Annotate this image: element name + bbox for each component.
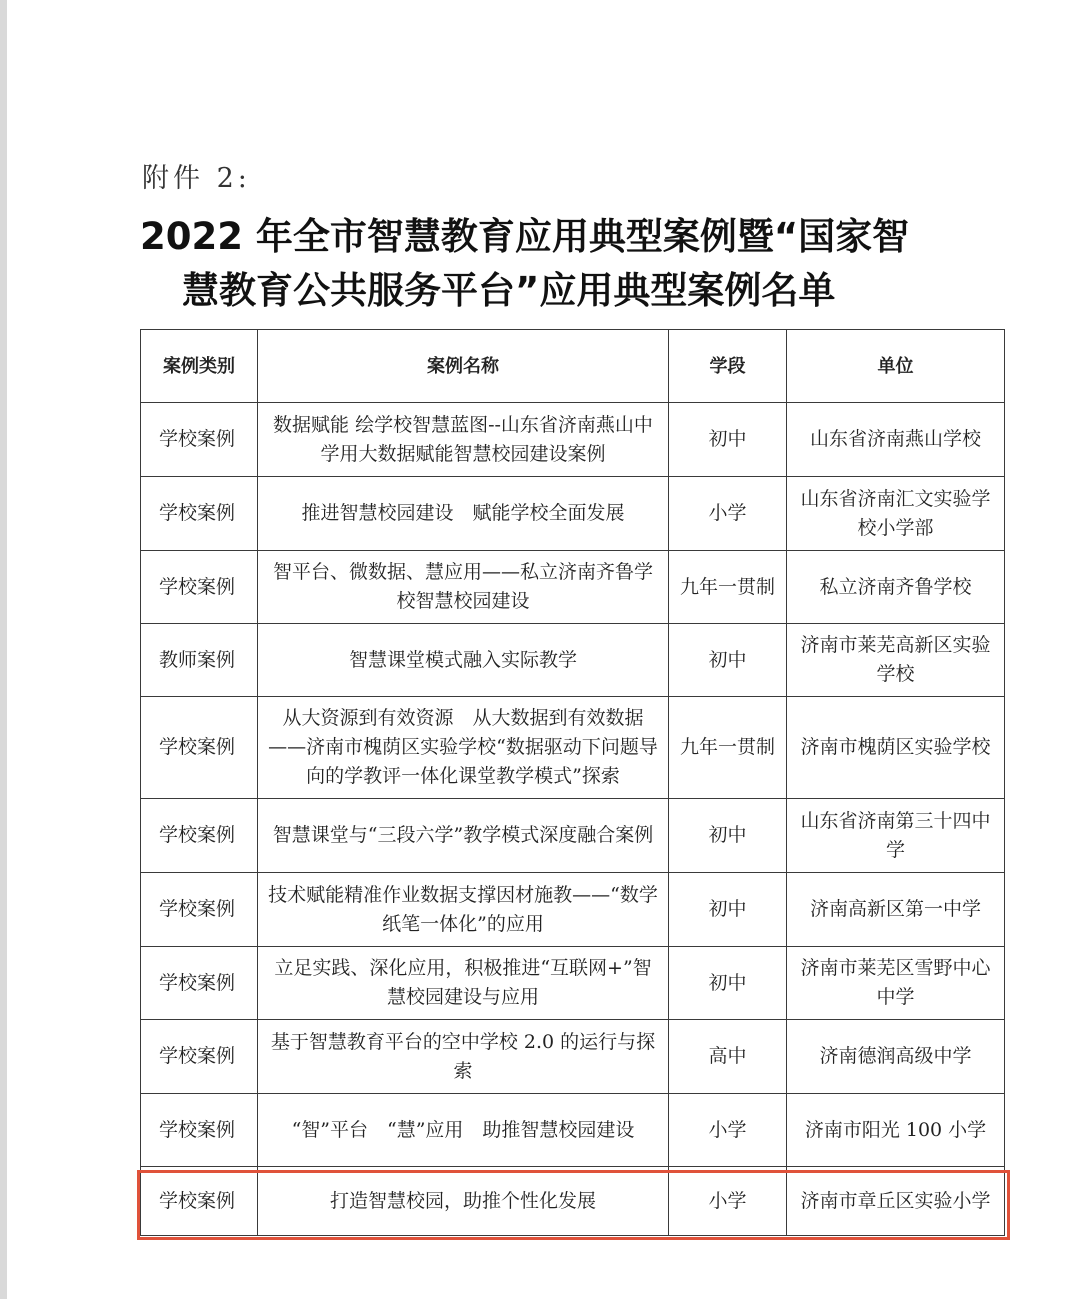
cell-stage: 初中 [669, 624, 787, 697]
cell-unit: 私立济南齐鲁学校 [787, 551, 1005, 624]
cell-stage: 初中 [669, 947, 787, 1020]
cell-case-name: 智慧课堂与“三段六学”教学模式深度融合案例 [258, 799, 669, 873]
cell-stage: 九年一贯制 [669, 551, 787, 624]
cell-category: 学校案例 [141, 697, 258, 799]
cell-case-name: 智平台、微数据、慧应用——私立济南齐鲁学校智慧校园建设 [258, 551, 669, 624]
cell-category: 学校案例 [141, 403, 258, 477]
table-row [141, 1094, 1005, 1167]
cell-unit: 山东省济南汇文实验学校小学部 [787, 477, 1005, 551]
cell-stage: 初中 [669, 873, 787, 947]
header-category: 案例类别 [141, 330, 258, 403]
cell-unit: 山东省济南第三十四中学 [787, 799, 1005, 873]
header-stage: 学段 [669, 330, 787, 403]
table-row [141, 697, 1005, 799]
cell-case-name: “智”平台 “慧”应用 助推智慧校园建设 [258, 1094, 669, 1167]
cell-unit: 济南市槐荫区实验学校 [787, 697, 1005, 799]
cell-stage: 初中 [669, 799, 787, 873]
cell-unit: 山东省济南燕山学校 [787, 403, 1005, 477]
table-row-highlighted [141, 1167, 1005, 1236]
cell-case-name: 打造智慧校园，助推个性化发展 [258, 1167, 669, 1236]
cell-stage: 初中 [669, 403, 787, 477]
table-row [141, 403, 1005, 477]
cell-unit: 济南市莱芜高新区实验学校 [787, 624, 1005, 697]
cell-case-name: 智慧课堂模式融入实际教学 [258, 624, 669, 697]
cell-case-name: 数据赋能 绘学校智慧蓝图--山东省济南燕山中学用大数据赋能智慧校园建设案例 [258, 403, 669, 477]
attachment-label: 附件 2: [142, 163, 251, 194]
cases-table [140, 329, 1005, 1236]
table-row [141, 624, 1005, 697]
cell-unit: 济南德润高级中学 [787, 1020, 1005, 1094]
cell-case-name: 从大资源到有效资源 从大数据到有效数据——济南市槐荫区实验学校“数据驱动下问题导向的学教评一体化课堂教学模式”探索 [258, 697, 669, 799]
cell-case-name: 推进智慧校园建设 赋能学校全面发展 [258, 477, 669, 551]
title-line-1: 2022 年全市智慧教育应用典型案例暨“国家智 [140, 215, 910, 258]
cell-stage: 小学 [669, 1167, 787, 1236]
cell-category: 学校案例 [141, 947, 258, 1020]
header-case-name: 案例名称 [258, 330, 669, 403]
cell-unit: 济南市莱芜区雪野中心中学 [787, 947, 1005, 1020]
cell-unit: 济南市阳光 100 小学 [787, 1094, 1005, 1167]
table-header-row [141, 330, 1005, 403]
cell-unit: 济南高新区第一中学 [787, 873, 1005, 947]
cell-case-name: 技术赋能精准作业数据支撑因材施教——“数学纸笔一体化”的应用 [258, 873, 669, 947]
table-row [141, 1020, 1005, 1094]
title-line-2: 慧教育公共服务平台”应用典型案例名单 [182, 269, 836, 312]
cell-category: 学校案例 [141, 551, 258, 624]
cell-stage: 九年一贯制 [669, 697, 787, 799]
cell-stage: 高中 [669, 1020, 787, 1094]
cell-category: 学校案例 [141, 799, 258, 873]
cell-case-name: 立足实践、深化应用，积极推进“互联网+”智慧校园建设与应用 [258, 947, 669, 1020]
table-row [141, 799, 1005, 873]
header-unit: 单位 [787, 330, 1005, 403]
cell-case-name: 基于智慧教育平台的空中学校 2.0 的运行与探索 [258, 1020, 669, 1094]
left-edge-border [0, 0, 7, 1299]
cell-category: 学校案例 [141, 1167, 258, 1236]
cell-category: 教师案例 [141, 624, 258, 697]
document-title [130, 210, 960, 318]
cell-stage: 小学 [669, 1094, 787, 1167]
table-row [141, 477, 1005, 551]
cell-unit: 济南市章丘区实验小学 [787, 1167, 1005, 1236]
table-row [141, 551, 1005, 624]
cell-category: 学校案例 [141, 477, 258, 551]
table-row [141, 873, 1005, 947]
cell-category: 学校案例 [141, 873, 258, 947]
cell-category: 学校案例 [141, 1020, 258, 1094]
cell-category: 学校案例 [141, 1094, 258, 1167]
cell-stage: 小学 [669, 477, 787, 551]
table-row [141, 947, 1005, 1020]
